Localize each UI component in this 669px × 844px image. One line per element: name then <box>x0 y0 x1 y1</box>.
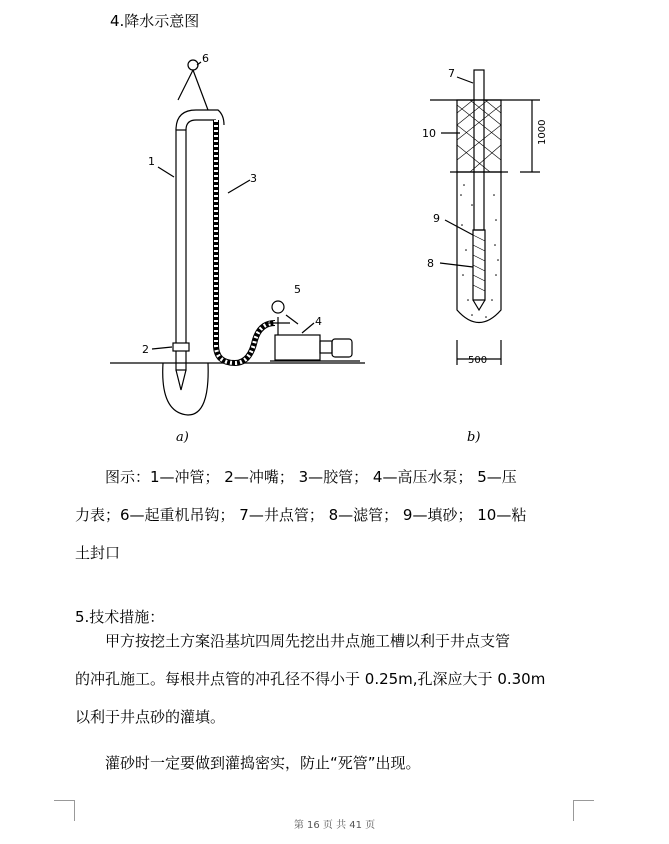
diagram-svg <box>100 45 580 455</box>
hook-line-right <box>193 70 208 110</box>
paragraph-1-line-2: 的冲孔施工。每根井点管的冲孔径不得小于 0.25m,孔深应大于 0.30m <box>75 670 546 688</box>
section-title-text: 5.技术措施： <box>75 608 165 626</box>
clay-seal <box>457 100 501 172</box>
clay-hatch <box>457 100 501 172</box>
paragraph-2 <box>75 744 595 782</box>
dimension-1000: 1000 <box>537 119 548 145</box>
well-point-pipe <box>474 70 484 230</box>
label-3: 3 <box>250 172 257 185</box>
paragraph-1-line-1: 甲方按挖土方案沿基坑四周先挖出井点施工槽以利于井点支管 <box>105 632 511 650</box>
label-2: 2 <box>142 343 149 356</box>
label-10: 10 <box>422 127 436 140</box>
paragraph-1 <box>75 622 595 736</box>
jet-nozzle-collar <box>173 343 189 351</box>
figure-b <box>430 70 540 365</box>
filter-pipe <box>473 230 485 300</box>
figure-a-numbers <box>142 52 322 356</box>
high-pressure-pump <box>275 335 320 360</box>
figure-a <box>110 60 365 415</box>
label-5: 5 <box>294 283 301 296</box>
jet-nozzle <box>176 370 186 390</box>
dimension-500: 500 <box>468 355 488 366</box>
caption-line-3: 土封口 <box>75 544 121 562</box>
paragraph-1-line-3: 以利于井点砂的灌填。 <box>75 708 226 726</box>
label-1: 1 <box>148 155 155 168</box>
pressure-gauge <box>272 301 284 313</box>
filter-tip <box>473 300 485 310</box>
label-4: 4 <box>315 315 322 328</box>
hook-line-left <box>178 70 193 100</box>
pump-motor <box>332 339 352 357</box>
caption-line-1: 图示：1—冲管； 2—冲嘴； 3—胶管； 4—高压水泵； 5—压 <box>105 468 517 486</box>
label-6: 6 <box>202 52 209 65</box>
paragraph-2-line-1: 灌砂时一定要做到灌捣密实，防止“死管”出现。 <box>105 754 421 772</box>
label-9: 9 <box>433 212 440 225</box>
figure-label-a: a) <box>176 430 189 445</box>
figure-label-b: b) <box>467 430 481 445</box>
jet-pipe <box>176 130 186 370</box>
figure-caption <box>75 458 595 572</box>
dewatering-diagram <box>100 45 580 455</box>
crane-hook <box>188 60 198 70</box>
section-heading-dewatering: 4.降水示意图 <box>110 12 200 30</box>
label-7: 7 <box>448 67 455 80</box>
caption-line-2: 力表；6—起重机吊钩； 7—井点管； 8—滤管； 9—填砂； 10—粘 <box>75 506 527 524</box>
page-footer: 第 16 页 共 41 页 <box>293 820 376 831</box>
sand-dots <box>460 184 499 318</box>
label-8: 8 <box>427 257 434 270</box>
